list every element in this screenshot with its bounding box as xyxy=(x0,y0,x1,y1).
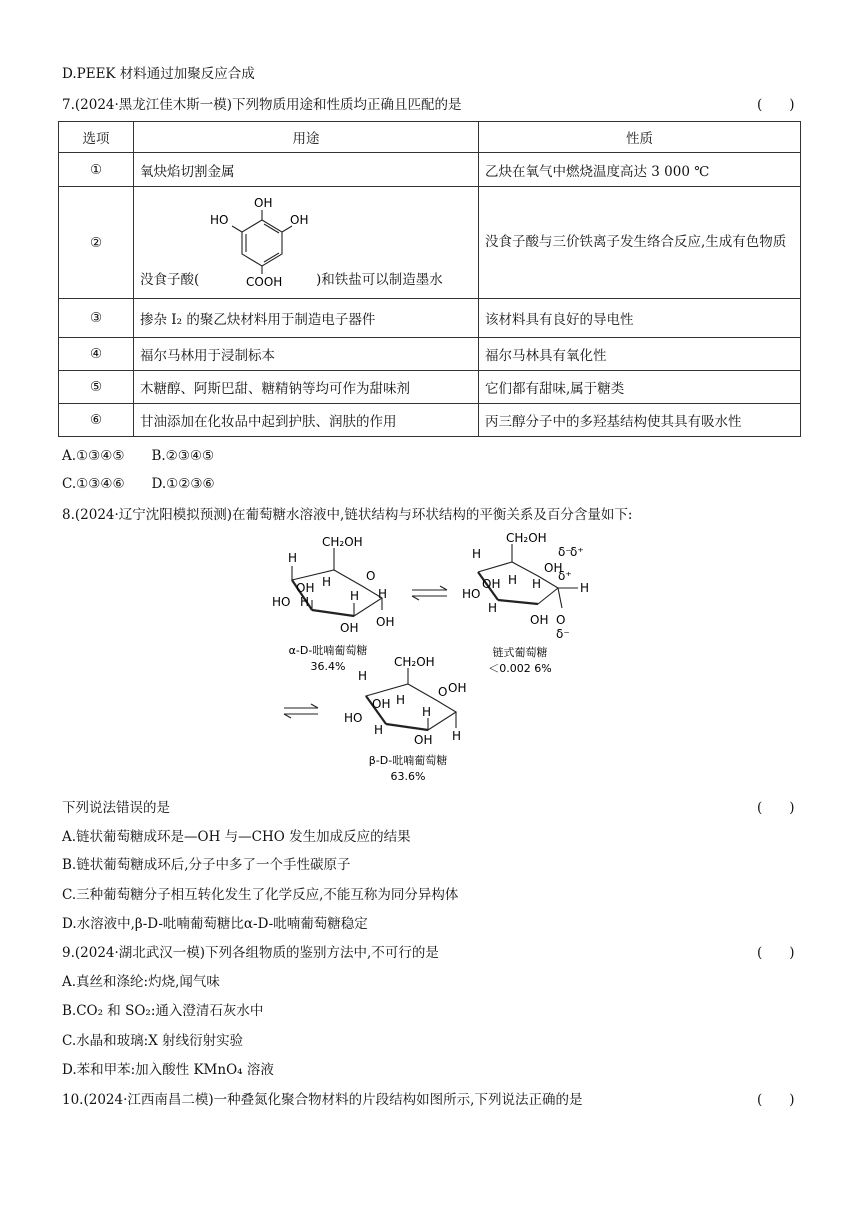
header-use: 用途 xyxy=(134,122,479,153)
chain-oh: OH xyxy=(544,561,563,575)
row-use: 木糖醇、阿斯巴甜、糖精钠等均可作为甜味剂 xyxy=(134,371,479,404)
row-use: 掺杂 I₂ 的聚乙炔材料用于制造电子器件 xyxy=(134,299,479,338)
header-property: 性质 xyxy=(479,122,801,153)
alpha-pct: 36.4% xyxy=(310,660,346,673)
beta-h: H xyxy=(358,669,368,683)
q8-option-d: D.水溶液中,β-D-吡喃葡萄糖比α-D-吡喃葡萄糖稳定 xyxy=(62,916,368,932)
q7-options-ab: A.①③④⑤ B.②③④⑤ xyxy=(62,448,215,464)
row-property: 它们都有甜味,属于糖类 xyxy=(479,371,801,404)
gallic-oh-top: OH xyxy=(254,196,273,210)
q10-stem: 10.(2024·江西南昌二模)一种叠氮化聚合物材料的片段结构如图所示,下列说法正确的是 xyxy=(62,1092,583,1108)
row-property: 该材料具有良好的导电性 xyxy=(479,299,801,338)
beta-name: β-D-吡喃葡萄糖 xyxy=(368,754,448,767)
beta-ring-o: O xyxy=(438,685,448,699)
chain-oh: OH xyxy=(482,577,501,591)
q10-answer-paren: ( ) xyxy=(757,1092,795,1108)
row-property: 福尔马林具有氧化性 xyxy=(479,338,801,371)
row-property: 没食子酸与三价铁离子发生络合反应,生成有色物质 xyxy=(479,187,801,299)
chain-carbonyl-o: O xyxy=(556,613,566,627)
row-use-suffix: )和铁盐可以制造墨水 xyxy=(316,272,443,288)
glucose-equilibrium-figure xyxy=(262,528,622,788)
q9-option-a: A.真丝和涤纶:灼烧,闻气味 xyxy=(62,974,220,990)
q9-option-b: B.CO₂ 和 SO₂:通入澄清石灰水中 xyxy=(62,1003,264,1019)
q7-stem: 7.(2024·黑龙江佳木斯一模)下列物质用途和性质均正确且匹配的是 xyxy=(62,97,462,113)
table-row xyxy=(59,338,801,371)
row-use xyxy=(134,187,479,299)
chain-name: 链式葡萄糖 xyxy=(492,646,548,659)
beta-h: H xyxy=(422,705,432,719)
beta-h: H xyxy=(374,723,384,737)
alpha-ch2oh: CH₂OH xyxy=(322,535,363,549)
beta-oh: OH xyxy=(372,697,391,711)
beta-oh: OH xyxy=(414,733,433,747)
chain-h: H xyxy=(580,581,590,595)
q9-stem: 9.(2024·湖北武汉一模)下列各组物质的鉴别方法中,不可行的是 xyxy=(62,945,439,961)
row-number: ⑤ xyxy=(59,371,134,404)
q8-answer-paren: ( ) xyxy=(757,800,795,816)
row-use: 甘油添加在化妆品中起到护肤、润肤的作用 xyxy=(134,404,479,437)
chain-delta-minus: δ⁻ xyxy=(556,627,570,641)
q8-option-c: C.三种葡萄糖分子相互转化发生了化学反应,不能互称为同分异构体 xyxy=(62,887,459,903)
row-property: 丙三醇分子中的多羟基结构使其具有吸水性 xyxy=(479,404,801,437)
beta-oh: OH xyxy=(448,681,467,695)
table-row xyxy=(59,187,801,299)
row-use: 氧炔焰切割金属 xyxy=(134,153,479,187)
row-use-prefix: 没食子酸( xyxy=(140,272,200,288)
q8-question: 下列说法错误的是 xyxy=(62,800,170,816)
chain-h: H xyxy=(532,577,542,591)
q7-options-cd: C.①③④⑥ D.①②③⑥ xyxy=(62,476,215,492)
table-row xyxy=(59,153,801,187)
alpha-h: H xyxy=(322,575,332,589)
q7-answer-paren: ( ) xyxy=(757,97,795,113)
beta-ch2oh: CH₂OH xyxy=(394,655,435,669)
row-number: ② xyxy=(59,187,134,299)
header-option: 选项 xyxy=(59,122,134,153)
q9-answer-paren: ( ) xyxy=(757,945,795,961)
chain-h: H xyxy=(508,573,518,587)
row-use: 福尔马林用于浸制标本 xyxy=(134,338,479,371)
chain-delta-plus: δ⁺ xyxy=(558,569,572,583)
gallic-oh-right: OH xyxy=(290,213,309,227)
q8-option-b: B.链状葡萄糖成环后,分子中多了一个手性碳原子 xyxy=(62,857,351,873)
row-property: 乙炔在氧气中燃烧温度高达 3 000 ℃ xyxy=(479,153,801,187)
alpha-ho: HO xyxy=(272,595,291,609)
table-header-row xyxy=(59,122,801,153)
table-row xyxy=(59,299,801,338)
q9-option-c: C.水晶和玻璃:X 射线衍射实验 xyxy=(62,1033,244,1049)
chain-delta-plus: δ⁺ xyxy=(570,545,584,559)
alpha-oh: OH xyxy=(340,621,359,635)
row-number: ⑥ xyxy=(59,404,134,437)
chain-h: H xyxy=(488,601,498,615)
chain-h: H xyxy=(472,547,482,561)
alpha-h: H xyxy=(350,589,360,603)
alpha-h: H xyxy=(300,595,310,609)
table-row xyxy=(59,404,801,437)
beta-ho: HO xyxy=(344,711,363,725)
alpha-name: α-D-吡喃葡萄糖 xyxy=(288,644,368,657)
chain-delta-minus: δ⁻ xyxy=(558,545,572,559)
beta-h: H xyxy=(396,693,406,707)
gallic-cooh: COOH xyxy=(246,275,283,288)
row-number: ① xyxy=(59,153,134,187)
q9-option-d: D.苯和甲苯:加入酸性 KMnO₄ 溶液 xyxy=(62,1062,274,1078)
chain-ch2oh: CH₂OH xyxy=(506,531,547,545)
q8-option-a: A.链状葡萄糖成环是—OH 与—CHO 发生加成反应的结果 xyxy=(62,829,411,845)
row-number: ③ xyxy=(59,299,134,338)
alpha-h: H xyxy=(288,551,298,565)
alpha-oh: OH xyxy=(296,581,315,595)
chain-pct: ＜0.002 6% xyxy=(488,662,552,675)
alpha-h: H xyxy=(378,587,388,601)
row-number: ④ xyxy=(59,338,134,371)
table-row xyxy=(59,371,801,404)
alpha-ring-o: O xyxy=(366,569,376,583)
beta-h: H xyxy=(452,729,462,743)
chain-ho: HO xyxy=(462,587,481,601)
q8-stem: 8.(2024·辽宁沈阳模拟预测)在葡萄糖水溶液中,链状结构与环状结构的平衡关系及百分含量如下: xyxy=(62,507,633,523)
alpha-oh: OH xyxy=(376,615,395,629)
q6-option-d: D.PEEK 材料通过加聚反应合成 xyxy=(62,66,255,82)
gallic-ho-left: HO xyxy=(210,213,229,227)
chain-oh: OH xyxy=(530,613,549,627)
beta-pct: 63.6% xyxy=(390,770,426,783)
q7-table xyxy=(58,121,801,437)
